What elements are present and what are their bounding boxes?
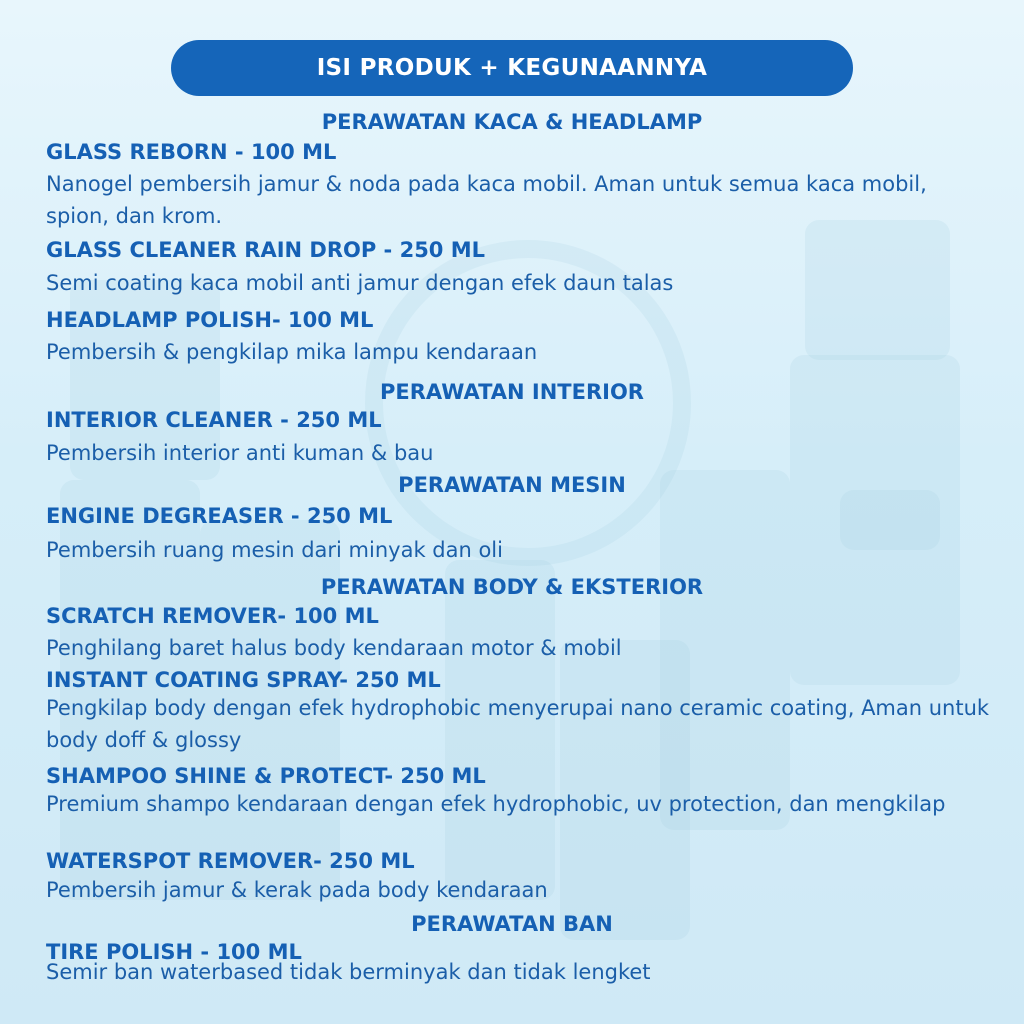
page-title: ISI PRODUK + KEGUNAANNYA — [316, 55, 708, 81]
product-description: Pembersih ruang mesin dari minyak dan oli — [46, 538, 503, 562]
product-description: Nanogel pembersih jamur & noda pada kaca mobil. Aman untuk semua kaca mobil, spion, dan krom. — [46, 172, 927, 228]
product-description: Pembersih interior anti kuman & bau — [46, 441, 434, 465]
product-name: HEADLAMP POLISH- 100 ML — [46, 308, 374, 332]
product-name: GLASS REBORN - 100 ML — [46, 140, 337, 164]
product-description: Semir ban waterbased tidak berminyak dan tidak lengket — [46, 960, 651, 984]
section-heading-kaca: PERAWATAN KACA & HEADLAMP — [321, 110, 703, 134]
section-heading-mesin: PERAWATAN MESIN — [398, 473, 626, 497]
title-banner — [171, 40, 853, 96]
product-name: TIRE POLISH - 100 ML — [46, 940, 302, 964]
product-description: Pembersih & pengkilap mika lampu kendaraan — [46, 340, 538, 364]
product-description: Pengkilap body dengan efek hydrophobic menyerupai nano ceramic coating, Aman untuk body doff & glossy — [46, 696, 990, 752]
product-name: ENGINE DEGREASER - 250 ML — [46, 504, 393, 528]
section-heading-interior: PERAWATAN INTERIOR — [380, 380, 644, 404]
section-heading-body: PERAWATAN BODY & EKSTERIOR — [320, 575, 704, 599]
product-description: Penghilang baret halus body kendaraan motor & mobil — [46, 636, 622, 660]
product-description: Premium shampo kendaraan dengan efek hydrophobic, uv protection, dan mengkilap — [46, 792, 946, 816]
product-name: WATERSPOT REMOVER- 250 ML — [46, 849, 415, 873]
section-heading-ban: PERAWATAN BAN — [411, 912, 613, 936]
product-name: INSTANT COATING SPRAY- 250 ML — [46, 668, 441, 692]
product-description: Pembersih jamur & kerak pada body kendaraan — [46, 878, 548, 902]
product-description: Semi coating kaca mobil anti jamur dengan efek daun talas — [46, 271, 674, 295]
product-name: INTERIOR CLEANER - 250 ML — [46, 408, 382, 432]
product-name: SCRATCH REMOVER- 100 ML — [46, 604, 379, 628]
product-name: SHAMPOO SHINE & PROTECT- 250 ML — [46, 764, 486, 788]
product-name: GLASS CLEANER RAIN DROP - 250 ML — [46, 238, 486, 262]
